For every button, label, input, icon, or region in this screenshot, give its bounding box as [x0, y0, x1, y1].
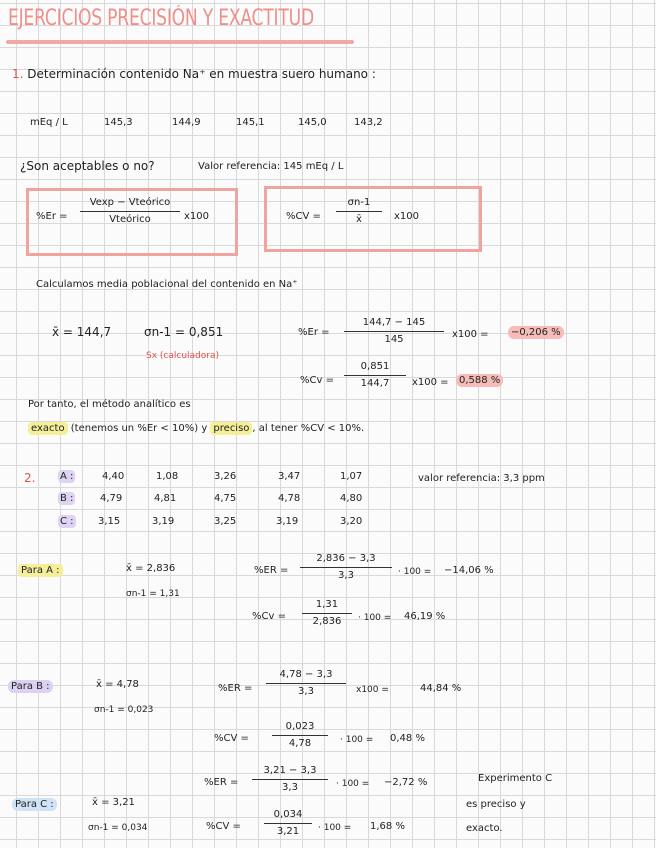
sigma-note: Sx (calculadora) [146, 351, 219, 361]
row-label-b [58, 494, 75, 504]
data-cell: 3,19 [276, 516, 299, 527]
reference-value: Valor referencia: 145 mEq / L [198, 161, 344, 172]
data-cell: 3,19 [152, 516, 175, 527]
data-cell: 3,15 [98, 516, 121, 527]
conclusion-line-2 [28, 424, 364, 434]
sample-value: 145,3 [104, 117, 133, 128]
data-cell: 4,81 [154, 493, 177, 504]
data-cell: 1,08 [156, 471, 179, 482]
final-note-line-2: es preciso y [466, 799, 526, 810]
fraction-numerator: 0,034 [273, 809, 303, 820]
fraction-denominator: 3,3 [282, 782, 298, 793]
para-b-sigma: σn-1 = 0,023 [94, 705, 154, 715]
exercise-2-number: 2. [24, 471, 36, 485]
data-cell: 4,79 [100, 493, 123, 504]
er-fraction [344, 318, 444, 345]
para-a-label [18, 566, 63, 576]
row-label-b-text: B : [60, 493, 74, 504]
fraction-denominator: 144,7 [360, 378, 390, 389]
para-a-er-factor: · 100 = [398, 567, 432, 577]
para-c-cv-result: 1,68 % [370, 821, 405, 832]
sample-value: 145,1 [236, 117, 265, 128]
formula-cv-fraction [336, 198, 382, 225]
formula-cv-factor: x100 [394, 211, 420, 222]
para-c-label [12, 800, 57, 810]
question: ¿Son aceptables o no? [20, 159, 155, 173]
para-a-label-text: Para A : [18, 564, 63, 577]
fraction-numerator: 3,21 − 3,3 [263, 765, 317, 776]
para-c-cv-label: %CV = [206, 821, 241, 832]
fraction-denominator: 2,836 [312, 616, 342, 627]
para-a-cv-label: %Cv = [252, 611, 286, 622]
fraction-numerator: 0,023 [285, 721, 315, 732]
unit-label: mEq / L [30, 117, 68, 128]
er-factor: x100 = [452, 329, 489, 340]
conclusion-exacto: exacto [28, 422, 68, 435]
para-a-sigma: σn-1 = 1,31 [126, 589, 180, 599]
data-cell: 1,07 [340, 471, 363, 482]
para-b-er-result: 44,84 % [420, 683, 462, 694]
para-c-label-text: Para C : [12, 798, 57, 811]
fraction-denominator: 3,3 [338, 570, 354, 581]
sample-value: 144,9 [172, 117, 201, 128]
fraction-numerator: 2,836 − 3,3 [316, 553, 376, 564]
cv-result [456, 376, 503, 386]
para-c-er-factor: · 100 = [336, 779, 370, 789]
para-a-cv-factor: · 100 = [358, 613, 392, 623]
exercise-2-reference: valor referencia: 3,3 ppm [418, 473, 545, 484]
fraction-numerator: 1,31 [315, 599, 339, 610]
fraction-denominator: Vteórico [109, 214, 151, 225]
para-c-er-label: %ER = [204, 777, 239, 788]
para-c-mean: x̄ = 3,21 [92, 797, 135, 808]
fraction-denominator: 4,78 [288, 738, 312, 749]
row-label-a [58, 472, 75, 482]
para-b-er-label: %ER = [218, 683, 253, 694]
final-note-line-1: Experimento C [478, 773, 553, 784]
formula-er-fraction [80, 198, 180, 225]
fraction-numerator: Vexp − Vteórico [89, 197, 171, 208]
para-c-sigma: σn-1 = 0,034 [88, 823, 148, 833]
conclusion-y: y [201, 423, 208, 434]
exercise-1-statement: Determinación contenido Na⁺ en muestra suero humano : [27, 67, 376, 81]
fraction-denominator: 3,3 [298, 686, 314, 697]
fraction-numerator: 4,78 − 3,3 [279, 669, 333, 680]
fraction-numerator: 0,851 [360, 361, 390, 372]
para-a-er-fraction [300, 554, 392, 581]
exercise-1 [12, 68, 376, 80]
conclusion-mid: (tenemos un %Er < 10%) [70, 423, 199, 434]
cv-result-value: 0,588 % [456, 374, 503, 387]
title-underline [6, 40, 354, 44]
sigma-value: σn-1 = 0,851 [144, 325, 224, 339]
data-cell: 4,40 [102, 471, 125, 482]
para-b-label [8, 682, 53, 692]
data-cell: 4,78 [278, 493, 301, 504]
exercise-1-number: 1. [12, 67, 24, 81]
fraction-numerator: σn-1 [347, 197, 371, 208]
fraction-denominator: 3,21 [276, 826, 300, 837]
cv-factor: x100 = [412, 377, 449, 388]
conclusion-line-1: Por tanto, el método analítico es [28, 399, 191, 410]
conclusion-preciso: preciso [210, 422, 252, 435]
conclusion-end: , al tener %CV < 10%. [252, 423, 365, 434]
para-c-er-fraction [252, 766, 328, 793]
row-label-c-text: C : [60, 516, 74, 527]
para-b-label-text: Para B : [8, 680, 53, 693]
para-c-cv-factor: · 100 = [318, 823, 352, 833]
para-c-er-result: −2,72 % [384, 777, 428, 788]
cv-label: %Cv = [300, 375, 334, 386]
para-b-cv-fraction [272, 722, 328, 749]
cv-fraction [344, 362, 406, 389]
data-cell: 4,80 [340, 493, 363, 504]
er-label: %Er = [298, 327, 330, 338]
formula-er-label: %Er = [36, 211, 68, 222]
data-cell: 4,75 [214, 493, 237, 504]
data-cell: 3,47 [278, 471, 301, 482]
sample-value: 143,2 [354, 117, 383, 128]
para-b-cv-result: 0,48 % [390, 733, 425, 744]
calc-intro: Calculamos media poblacional del contenido en Na⁺ [36, 279, 298, 290]
row-label-c [58, 517, 76, 527]
fraction-denominator: 145 [384, 334, 404, 345]
fraction-denominator: x̄ [356, 214, 362, 225]
para-a-er-label: %ER = [254, 565, 289, 576]
mean-value: x̄ = 144,7 [52, 325, 112, 339]
data-cell: 3,20 [340, 516, 363, 527]
er-result-value: −0,206 % [508, 326, 564, 339]
para-b-er-factor: x100 = [356, 685, 389, 695]
page-title: EJERCICIOS PRECISIÓN Y EXACTITUD [8, 6, 314, 31]
sample-value: 145,0 [298, 117, 327, 128]
formula-cv-label: %CV = [286, 211, 321, 222]
para-a-mean: x̄ = 2,836 [126, 563, 176, 574]
para-a-cv-result: 46,19 % [404, 611, 446, 622]
para-b-er-fraction [266, 670, 346, 697]
data-cell: 3,26 [214, 471, 237, 482]
para-a-er-result: −14,06 % [444, 565, 494, 576]
para-b-mean: x̄ = 4,78 [96, 679, 139, 690]
para-b-cv-factor: · 100 = [340, 735, 374, 745]
er-result [508, 328, 564, 338]
data-cell: 3,25 [214, 516, 237, 527]
final-note-line-3: exacto. [466, 823, 503, 834]
row-label-a-text: A : [60, 471, 74, 482]
formula-er-factor: x100 [184, 211, 210, 222]
para-c-cv-fraction [264, 810, 312, 837]
para-b-cv-label: %CV = [214, 733, 249, 744]
para-a-cv-fraction [302, 600, 352, 627]
fraction-numerator: 144,7 − 145 [362, 317, 426, 328]
